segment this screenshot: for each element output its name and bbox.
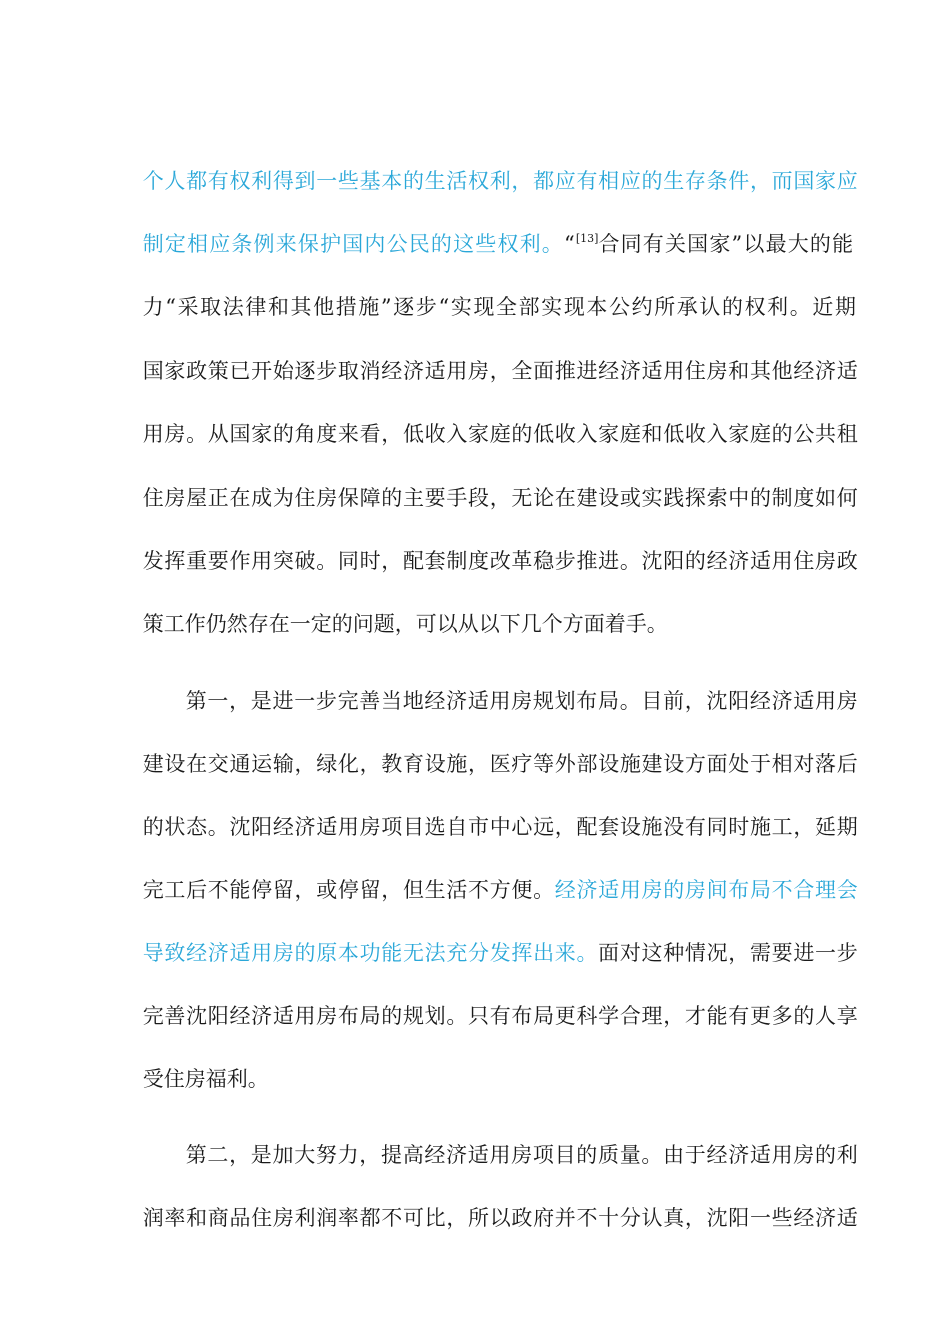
text-line-7: [116, 501, 859, 573]
quote-open: “: [563, 232, 576, 256]
body-text: 完工后不能停留，或停留，但生活不方便。: [142, 878, 555, 902]
citation-superscript: [13]: [575, 232, 599, 245]
text-line-10: [116, 704, 859, 776]
body-text: 第二，是加大努力，提高经济适用房项目的质量。由于经济适用房的利: [185, 1143, 859, 1167]
text-line-6: [116, 438, 859, 510]
body-text: 的状态。沈阳经济适用房项目选自市中心远，配套设施没有同时施工，延期: [142, 815, 859, 839]
highlighted-text: 经济适用房的房间布局不合理会: [554, 878, 859, 902]
highlighted-text: 制定相应条例来保护国内公民的这些权利。: [142, 232, 564, 256]
body-text: 第一，是进一步完善当地经济适用房规划布局。目前，沈阳经济适用房: [185, 689, 859, 713]
body-text: 建设在交通运输，绿化，教育设施，医疗等外部设施建设方面处于相对落后: [142, 752, 859, 776]
body-text: 完善沈阳经济适用房布局的规划。只有布局更科学合理，才能有更多的人享: [142, 1004, 859, 1028]
text-line-2: [116, 184, 855, 256]
text-line-4: [116, 311, 859, 383]
body-text: 力“采取法律和其他措施”逐步“实现全部实现本公约所承认的权利。近期: [142, 295, 858, 319]
text-line-13: [116, 893, 859, 965]
body-text: 合同有关国家”以最大的能: [598, 232, 855, 256]
text-line-15: [116, 1019, 269, 1091]
text-line-5: [116, 374, 859, 446]
body-text: 润率和商品住房利润率都不可比，所以政府并不十分认真，沈阳一些经济适: [142, 1206, 859, 1230]
text-line-14: [116, 956, 859, 1028]
highlighted-text: 个人都有权利得到一些基本的生活权利，都应有相应的生存条件，而国家应: [142, 169, 859, 193]
text-line-3: [116, 247, 858, 319]
paragraph-first-line: [159, 1095, 859, 1167]
body-text: 发挥重要作用突破。同时，配套制度改革稳步推进。沈阳的经济适用住房政: [142, 549, 859, 573]
body-text: 住房屋正在成为住房保障的主要手段，无论在建设或实践探索中的制度如何: [142, 486, 859, 510]
paragraph-first-line: [159, 641, 859, 713]
text-line-11: [116, 767, 859, 839]
text-line-12: [116, 830, 859, 902]
text-line-8: [116, 564, 668, 636]
text-line-17: [116, 1158, 859, 1230]
body-text: 用房。从国家的角度来看，低收入家庭的低收入家庭和低收入家庭的公共租: [142, 422, 859, 446]
body-text: 面对这种情况，需要进一步: [598, 941, 859, 965]
highlighted-text: 导致经济适用房的原本功能无法充分发挥出来。: [142, 941, 599, 965]
body-text: 国家政策已开始逐步取消经济适用房，全面推进经济适用住房和其他经济适: [142, 359, 859, 383]
text-line-1: [116, 121, 859, 193]
body-text: 受住房福利。: [142, 1067, 269, 1091]
body-text: 策工作仍然存在一定的问题，可以从以下几个方面着手。: [142, 612, 668, 636]
